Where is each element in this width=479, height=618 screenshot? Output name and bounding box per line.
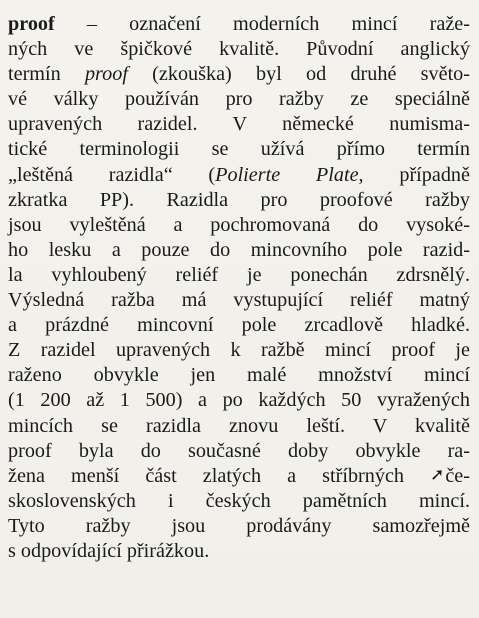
entry-line-3: [8, 62, 470, 87]
entry-line-22: s odpovídající přirážkou.: [8, 539, 210, 562]
entry-line-18: proof byla do současné doby obvykle ra-: [8, 439, 470, 462]
entry-line-19-after: če-: [445, 464, 470, 487]
entry-line-3-after: (zkouška) byl od druhé světo-: [127, 63, 470, 86]
entry-line-14: Z razidel upravených k ražbě mincí proof je: [8, 339, 470, 362]
entry-headword: proof: [8, 13, 55, 35]
entry-line-7-after: , případně: [358, 163, 470, 186]
entry-term-polierte-plate-italic: Polierte Plate: [215, 163, 359, 186]
entry-line-13: a prázdné mincovní pole zrcadlově hladké.: [8, 314, 470, 337]
entry-line-3-before: termín: [8, 63, 85, 86]
entry-line-15: raženo obvykle jen malé množství mincí: [8, 364, 470, 387]
cross-reference-arrow-icon: ➚: [430, 464, 445, 484]
entry-line-6: tické terminologii se užívá přímo termín: [8, 138, 470, 161]
entry-line-5: upravených razidel. V německé numisma-: [8, 113, 470, 136]
entry-line-1-text: – označení moderních mincí raže-: [54, 13, 470, 35]
entry-line-16: (1 200 až 1 500) a po každých 50 vyražených: [8, 389, 470, 412]
entry-line-19: [8, 464, 470, 489]
dictionary-entry-proof: [8, 12, 470, 564]
entry-line-10: ho lesku a pouze do mincovního pole razid-: [8, 238, 470, 261]
entry-line-7-before: „leštěná razidla“ (: [8, 163, 216, 186]
entry-line-2: ných ve špičkové kvalitě. Původní anglický: [8, 38, 470, 61]
entry-line-11: la vyhloubený reliéf je ponechán zdrsnělý.: [8, 263, 470, 286]
entry-line-17: mincích se razidla znovu leští. V kvalitě: [8, 414, 470, 437]
entry-line-12: Výsledná ražba má vystupující reliéf matný: [8, 289, 470, 312]
entry-line-19-before: žena menší část zlatých a stříbrných: [8, 464, 431, 487]
entry-line-7: [8, 163, 470, 188]
entry-term-proof-italic: proof: [84, 63, 128, 86]
entry-line-4: vé války používán pro ražby ze speciálně: [8, 88, 470, 111]
entry-line-1: [8, 12, 470, 37]
entry-line-8: zkratka PP). Razidla pro proofové ražby: [8, 188, 470, 211]
entry-line-21: Tyto ražby jsou prodávány samozřejmě: [8, 514, 470, 537]
entry-line-20: skoslovenských i českých pamětních mincí.: [8, 489, 470, 512]
entry-line-9: jsou vyleštěná a pochromovaná do vysoké-: [8, 213, 470, 236]
